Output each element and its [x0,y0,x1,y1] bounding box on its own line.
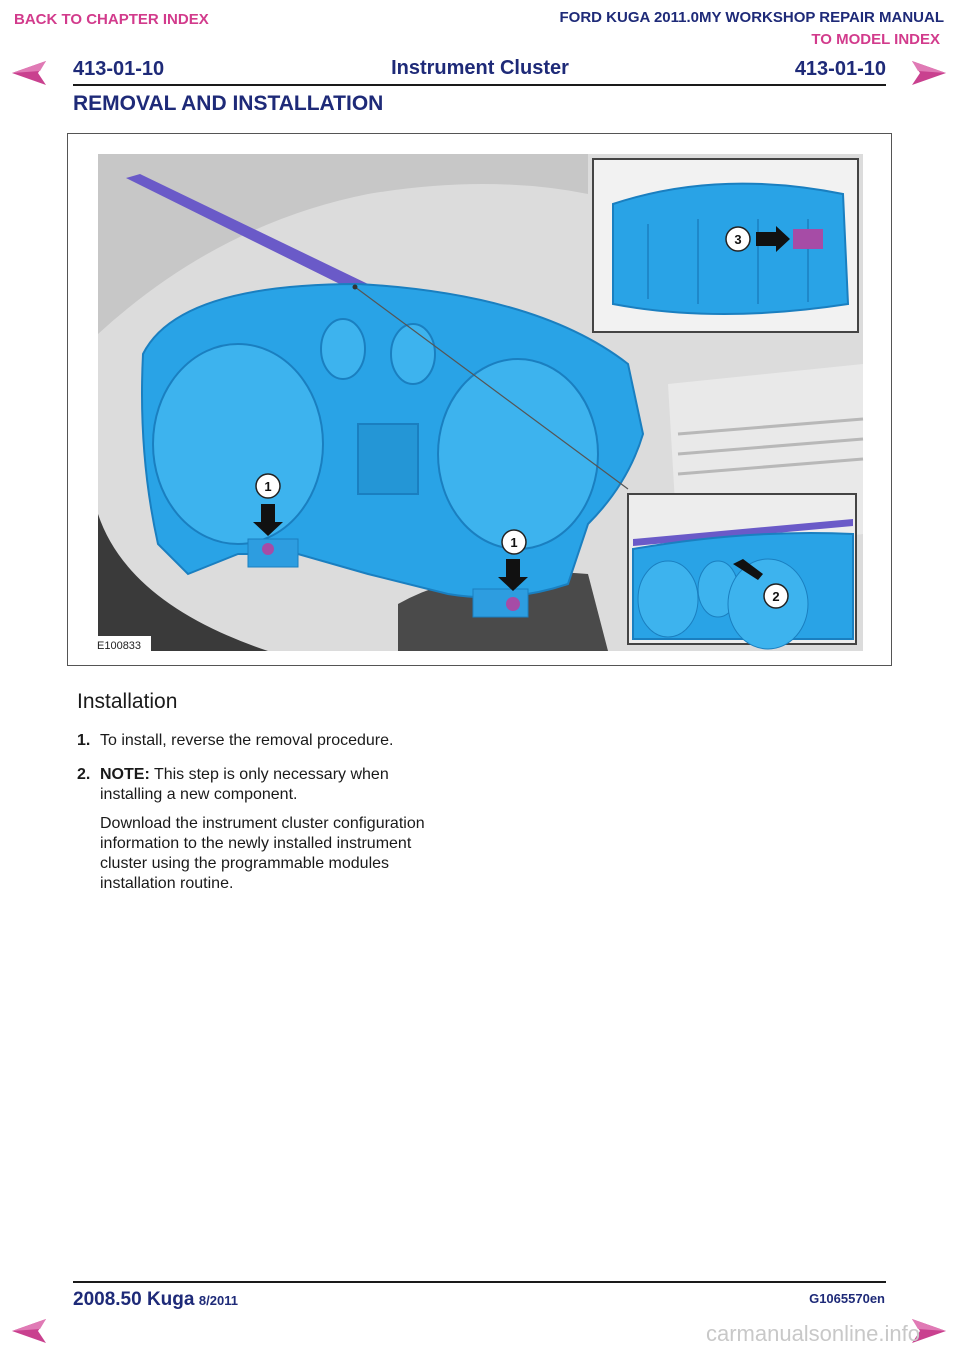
footer-date: 8/2011 [198,1293,238,1308]
detail-line-4: installation routine. [100,875,234,892]
callout-1b-label: 1 [510,535,518,550]
to-model-index-link[interactable]: TO MODEL INDEX [811,31,940,48]
step-2-number: 2. [77,766,91,783]
callout-3-label: 3 [734,232,742,247]
section-title: REMOVAL AND INSTALLATION [73,92,384,115]
callout-1a-label: 1 [264,479,272,494]
note-line-1: This step is only necessary when [153,766,389,783]
header-code-right: 413-01-10 [794,58,886,80]
footer-model-date [73,1289,238,1311]
installation-heading: Installation [77,690,178,713]
header-rule [73,84,886,86]
step-1-text: To install, reverse the removal procedure. [100,732,394,749]
header-code-left: 413-01-10 [73,58,165,80]
footer-model: 2008.50 Kuga [73,1289,195,1310]
footer-prev-arrow-icon[interactable] [10,1316,50,1346]
step-1 [77,731,497,751]
back-to-chapter-index-link[interactable]: BACK TO CHAPTER INDEX [14,11,209,28]
figure-frame [67,133,892,666]
header-title: Instrument Cluster [391,57,569,79]
detail-line-3: cluster using the programmable modules [100,855,390,872]
footer-doc-code: G1065570en [809,1291,885,1306]
manual-title: FORD KUGA 2011.0MY WORKSHOP REPAIR MANUAL [559,9,944,26]
instrument-cluster-illustration [68,134,891,665]
detail-line-2: information to the newly installed instrument [100,835,412,852]
step-2 [77,765,497,892]
watermark: carmanualsonline.info [705,1321,920,1346]
note-line-2: installing a new component. [100,786,298,803]
footer-rule [73,1281,886,1283]
figure-id: E100833 [97,640,142,652]
detail-line-1: Download the instrument cluster configuration [100,815,425,832]
callout-2-label: 2 [772,589,780,604]
note-label: NOTE: [100,766,150,783]
step-1-number: 1. [77,732,91,749]
